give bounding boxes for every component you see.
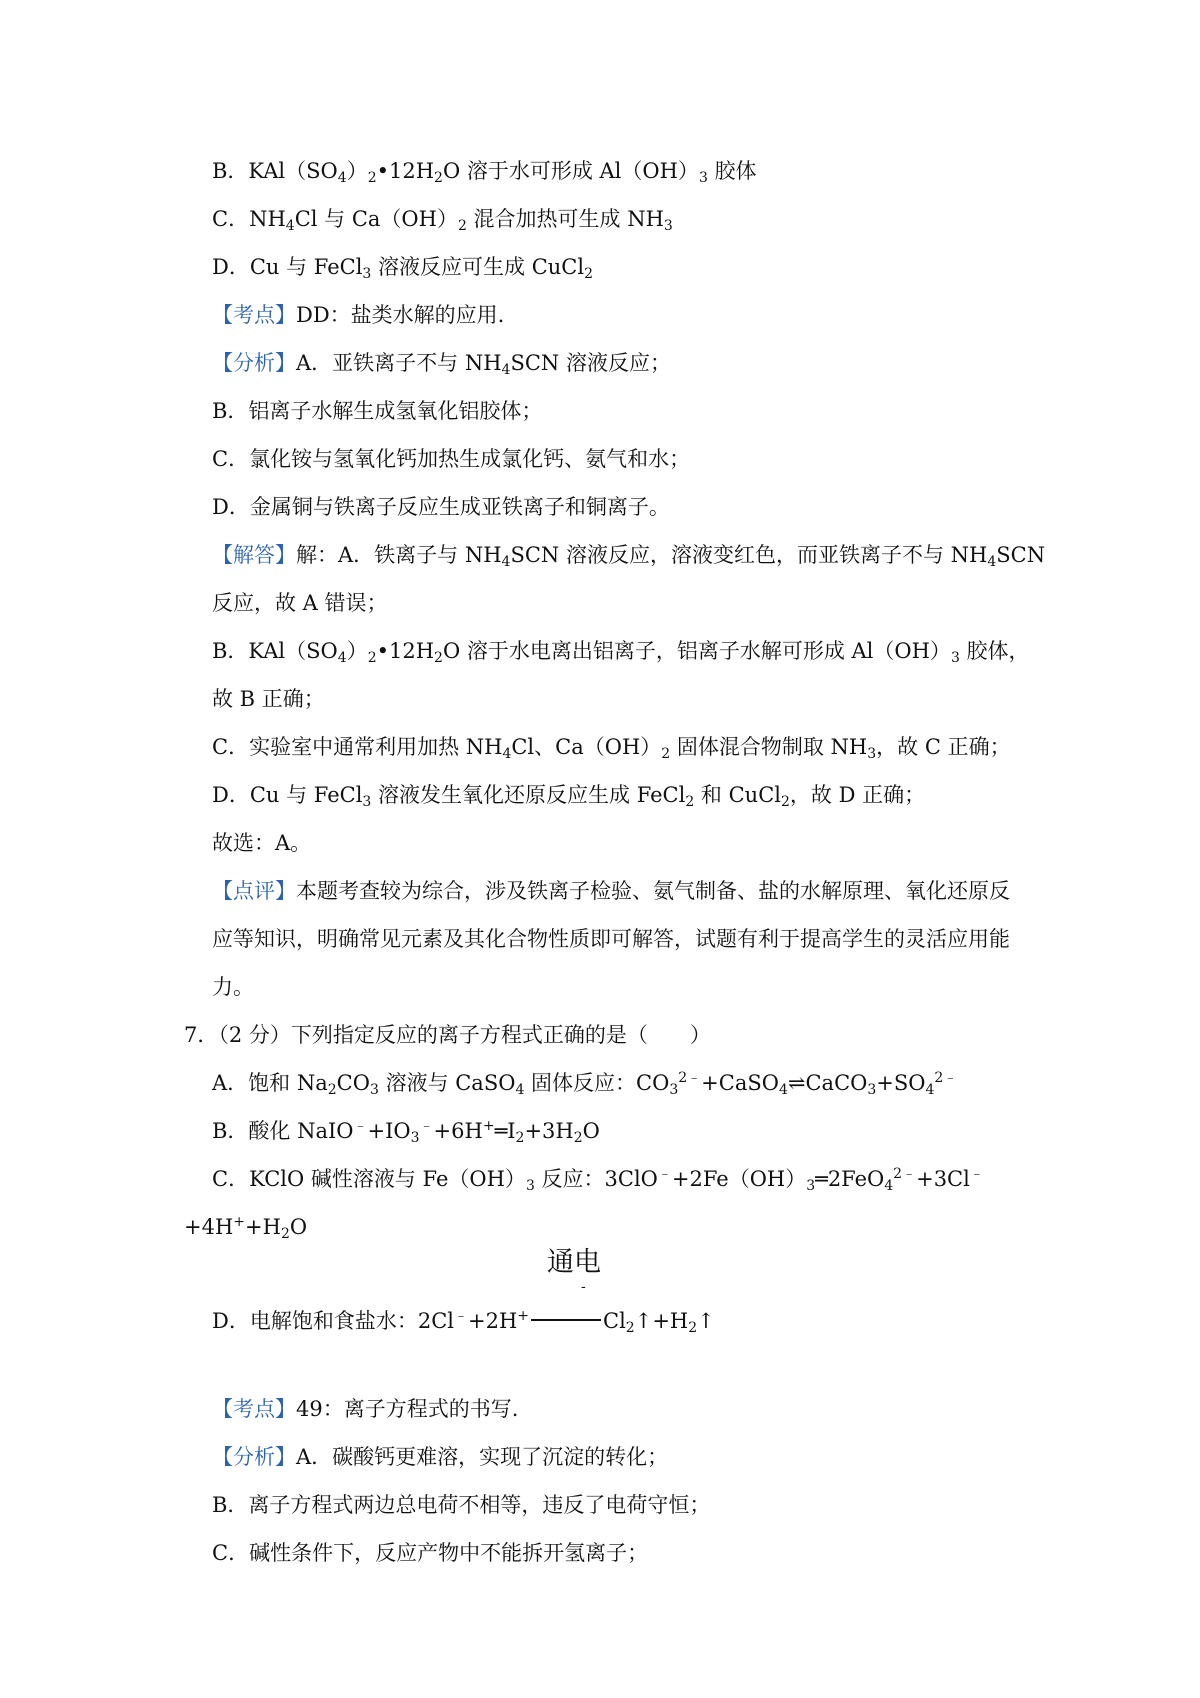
jieda-6-a-cont: 反应，故 A 错误； <box>212 591 388 615</box>
kaodian-tag: 【考点】 <box>212 303 296 327</box>
kaodian-tag: 【考点】 <box>212 1397 296 1421</box>
jieda-tag: 【解答】 <box>212 543 296 567</box>
fenxi-7: 【分析】A．碳酸钙更难溶，实现了沉淀的转化； <box>212 1445 669 1469</box>
question-7-option-a: A．饱和 $Na_2CO_3$ 溶液与 CaSO$_4$ 固体反应：$CO_3^{2﹣}+CaSO_4\rightleftharpoons CaCO_3+SO_4^{2﹣}$ <box>212 1070 958 1098</box>
option-c-nh4cl: C．$NH_4Cl$ 与 $Ca(OH)_2$ 混合加热可生成 $NH_3$ <box>212 207 673 234</box>
fenxi-6-b: B．铝离子水解生成氢氧化铝胶体； <box>212 399 543 423</box>
jieda-6: 【解答】解：A．铁离子与 $NH_4SCN$ 溶液反应，溶液变红色，而亚铁离子不与 $NH_4SCN$ <box>212 543 1046 570</box>
fenxi-tag: 【分析】 <box>212 1445 296 1469</box>
fenxi-6-c: C．氯化铵与氢氧化钙加热生成氯化钙、氨气和水； <box>212 447 691 471</box>
question-7-option-d: D．电解饱和食盐水：2Cl﹣+2H+ 通电 - $Cl_2↑+H_2↑$ <box>212 1247 715 1336</box>
fenxi-tag: 【分析】 <box>212 351 296 375</box>
kaodian-7: 【考点】49：离子方程式的书写. <box>212 1397 519 1421</box>
fenxi-6-d: D．金属铜与铁离子反应生成亚铁离子和铜离子。 <box>212 495 670 519</box>
dianping-6-l3: 力。 <box>212 975 254 999</box>
fenxi-6: 【分析】A．亚铁离子不与 $NH_4SCN$ 溶液反应； <box>212 351 671 378</box>
condition-label: 通电 <box>547 1247 601 1278</box>
electrolysis-condition <box>529 1247 603 1336</box>
question-7-option-b: B．酸化 $NaIO^﹣+IO_3^﹣+6H^+═I_2+3H_2O$ <box>212 1118 600 1146</box>
option-d-cu: D．Cu 与 FeCl$_3$ 溶液反应可生成 CuCl$_2$ <box>212 255 593 282</box>
jieda-6-c: C．实验室中通常利用加热 $NH_4Cl$、$Ca(OH)_2$ 固体混合物制取 $NH_3$，故 C 正确； <box>212 735 1011 762</box>
question-7-option-c-cont: $+4H^++H_2O$ <box>184 1214 308 1242</box>
dianping-tag: 【点评】 <box>212 879 296 903</box>
dianping-6-l1: 【点评】本题考查较为综合，涉及铁离子检验、氨气制备、盐的水解原理、氧化还原反 <box>212 879 1010 903</box>
option-b-kal: B．$KAl(SO_4)_2•12H_2O$ 溶于水可形成 $Al(OH)_3$ 胶体 <box>212 159 757 186</box>
reaction-arrow-line <box>531 1319 601 1321</box>
fenxi-7-c: C．碱性条件下，反应产物中不能拆开氢离子； <box>212 1541 649 1565</box>
jieda-6-d: D．Cu 与 FeCl$_3$ 溶液发生氧化还原反应生成 FeCl$_2$ 和 CuCl$_2$，故 D 正确； <box>212 783 926 810</box>
jieda-6-b-cont: 故 B 正确； <box>212 687 325 711</box>
fenxi-7-b: B．离子方程式两边总电荷不相等，违反了电荷守恒； <box>212 1493 711 1517</box>
kaodian-6: 【考点】DD：盐类水解的应用. <box>212 303 505 327</box>
jieda-6-choice: 故选：A。 <box>212 831 312 855</box>
question-7-stem: 7．（2 分）下列指定反应的离子方程式正确的是（ ） <box>184 1023 711 1047</box>
question-7-option-c: C．KClO 碱性溶液与 $Fe(OH)_3$ 反应：$3ClO^﹣+2Fe(OH)_3═2FeO_4^{2﹣}+3Cl^﹣$ <box>212 1166 984 1194</box>
condition-dash: - <box>581 1279 586 1295</box>
jieda-6-b: B．$KAl(SO_4)_2•12H_2O$ 溶于水电离出铝离子，铝离子水解可形成 $Al(OH)_3$ 胶体， <box>212 639 1030 666</box>
dianping-6-l2: 应等知识，明确常见元素及其化合物性质即可解答，试题有利于提高学生的灵活应用能 <box>212 927 1010 951</box>
